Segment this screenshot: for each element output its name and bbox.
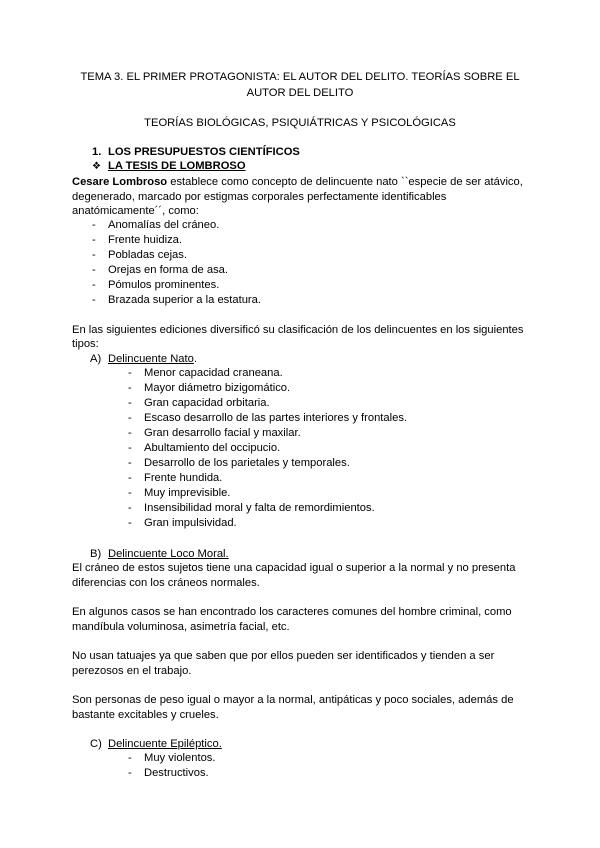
list-dash xyxy=(128,502,138,514)
list-item: Frente hundida. xyxy=(144,472,223,484)
list-dash xyxy=(128,472,138,484)
diamond-bullet-icon: ❖ xyxy=(92,161,101,172)
type-b-label: Delincuente Loco Moral. xyxy=(108,548,229,560)
type-a-heading xyxy=(108,352,197,367)
list-dash xyxy=(128,442,138,454)
list-dash xyxy=(128,382,138,394)
type-a-period: . xyxy=(193,353,197,365)
editions-line-2: tipos: xyxy=(72,338,99,350)
type-c-label: Delincuente Epiléptico. xyxy=(108,738,222,750)
type-b-p3-line-2: perezosos en el trabajo. xyxy=(72,665,192,677)
list-dash xyxy=(128,752,138,764)
list-item: Insensibilidad moral y falta de remordimientos. xyxy=(144,502,375,514)
list-item: Pómulos prominentes. xyxy=(108,279,220,291)
title-line-2: AUTOR DEL DELITO xyxy=(246,87,354,99)
list-dash xyxy=(92,234,102,246)
list-item: Desarrollo de los parietales y temporales. xyxy=(144,457,350,469)
intro-line-1 xyxy=(72,175,523,190)
type-a-label: Delincuente Nato xyxy=(108,353,194,365)
type-a-marker: A) xyxy=(90,353,102,365)
intro-line-1-text: establece como concepto de delincuente nato ``especie de ser atávico, xyxy=(167,176,523,188)
list-dash xyxy=(92,294,102,306)
list-item: Escaso desarrollo de las partes interiores y frontales. xyxy=(144,412,408,424)
type-b-p4-line-1: Son personas de peso igual o mayor a la normal, antipáticas y poco sociales, además de xyxy=(72,694,514,706)
type-b-p3-line-1: No usan tatuajes ya que saben que por ellos pueden ser identificados y tienden a ser xyxy=(72,650,495,662)
list-dash xyxy=(128,397,138,409)
list-item: Muy violentos. xyxy=(144,752,216,764)
type-b-p2-line-1: En algunos casos se han encontrado los caracteres comunes del hombre criminal, como xyxy=(72,606,512,618)
list-dash xyxy=(92,279,102,291)
list-item: Gran impulsividad. xyxy=(144,517,237,529)
list-dash xyxy=(128,412,138,424)
section-heading: LOS PRESUPUESTOS CIENTÍFICOS xyxy=(108,146,300,158)
list-item: Brazada superior a la estatura. xyxy=(108,294,261,306)
list-dash xyxy=(128,767,138,779)
list-dash xyxy=(92,249,102,261)
editions-line-1: En las siguientes ediciones diversificó su clasificación de los delincuentes en los siguientes xyxy=(72,324,524,336)
list-dash xyxy=(128,487,138,499)
type-c-marker: C) xyxy=(90,738,102,750)
list-item: Frente huidiza. xyxy=(108,234,183,246)
list-item: Destructivos. xyxy=(144,767,209,779)
list-item: Orejas en forma de asa. xyxy=(108,264,229,276)
author-name: Cesare Lombroso xyxy=(72,176,168,188)
type-b-p1-line-2: diferencias con los cráneos normales. xyxy=(72,577,260,589)
list-dash xyxy=(128,517,138,529)
title-line-1: TEMA 3. EL PRIMER PROTAGONISTA: EL AUTOR DEL DELITO. TEORÍAS SOBRE EL xyxy=(80,71,520,83)
list-item: Pobladas cejas. xyxy=(108,249,187,261)
type-b-p1-line-1: El cráneo de estos sujetos tiene una capacidad igual o superior a la normal y no presenta xyxy=(72,562,516,574)
list-dash xyxy=(92,219,102,231)
section-number: 1. xyxy=(92,146,102,158)
intro-line-3: anatómicamente´´, como: xyxy=(72,205,199,217)
subtitle: TEORÍAS BIOLÓGICAS, PSIQUIÁTRICAS Y PSICOLÓGICAS xyxy=(144,117,456,129)
list-dash xyxy=(128,427,138,439)
type-b-marker: B) xyxy=(90,548,102,560)
list-item: Anomalías del cráneo. xyxy=(108,219,220,231)
list-item: Mayor diámetro bizigomático. xyxy=(144,382,291,394)
intro-line-2: degenerado, marcado por estigmas corporales perfectamente identificables xyxy=(72,191,447,203)
list-item: Muy imprevisible. xyxy=(144,487,231,499)
list-item: Menor capacidad craneana. xyxy=(144,367,283,379)
subheading-lombroso: LA TESIS DE LOMBROSO xyxy=(108,160,246,172)
list-item: Abultamiento del occipucio. xyxy=(144,442,281,454)
list-dash xyxy=(92,264,102,276)
type-b-p2-line-2: mandíbula voluminosa, asimetría facial, etc. xyxy=(72,621,290,633)
list-item: Gran desarrollo facial y maxilar. xyxy=(144,427,301,439)
type-b-p4-line-2: bastante excitables y crueles. xyxy=(72,709,219,721)
list-item: Gran capacidad orbitaria. xyxy=(144,397,270,409)
list-dash xyxy=(128,457,138,469)
list-dash xyxy=(128,367,138,379)
